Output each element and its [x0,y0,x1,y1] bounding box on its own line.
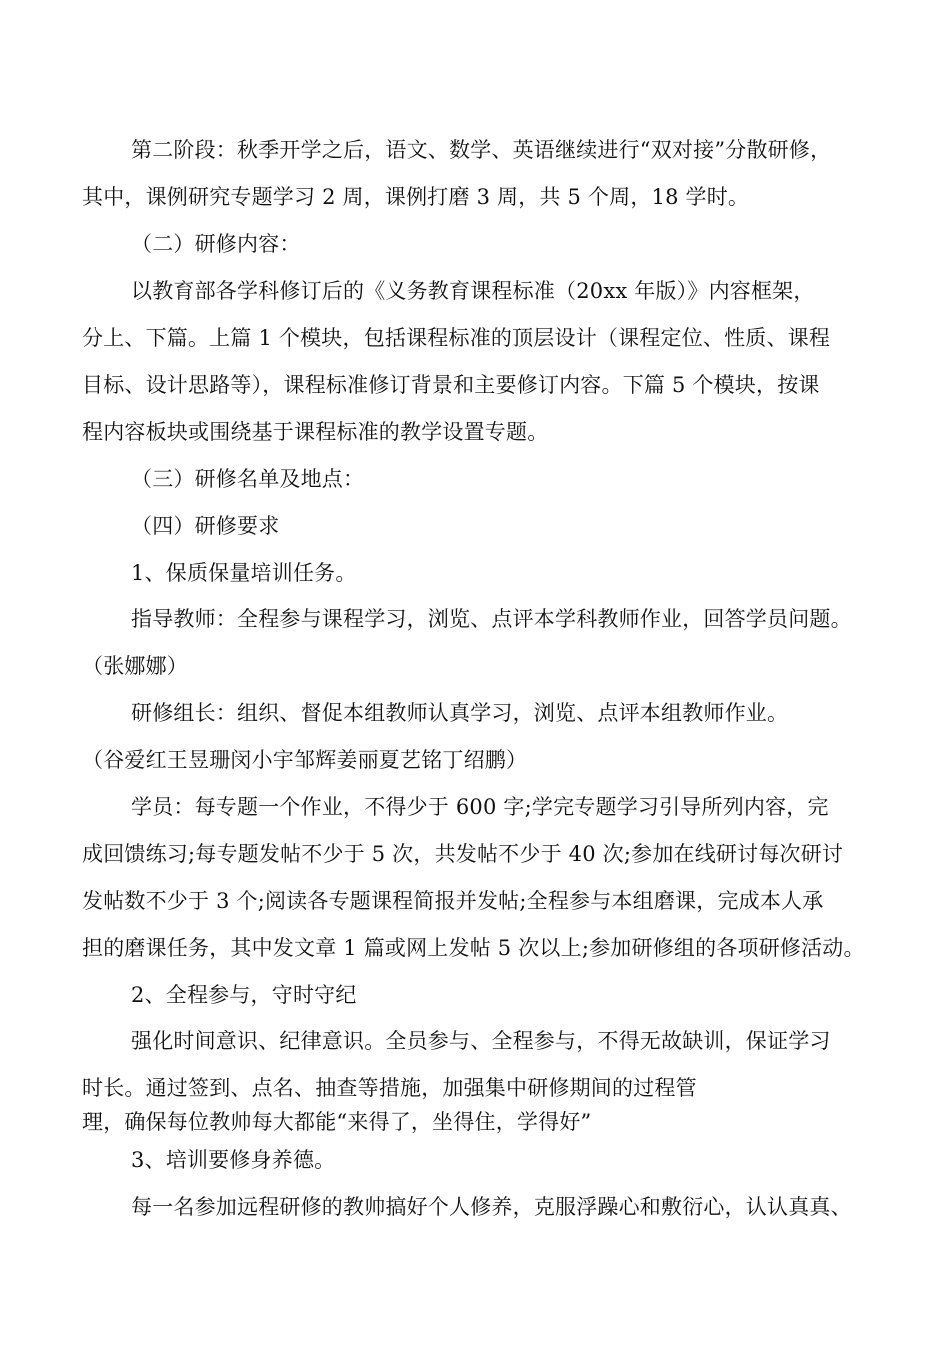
paragraph-line: 程内容板块或围绕基于课程标准的教学设置专题。 [82,420,549,444]
section-heading: （三）研修名单及地点： [131,467,365,491]
section-heading: （二）研修内容： [131,232,301,256]
paragraph-line: 担的磨课任务，其中发文章 1 篇或网上发帖 5 次以上;参加研修组的各项研修活动。 [82,936,865,960]
paragraph-line: 分上、下篇。上篇 1 个模块，包括课程标准的顶层设计（课程定位、性质、课程 [82,326,831,350]
paragraph-line: （张娜娜） [82,654,188,678]
subsection-heading: 1、保质保量培训任务。 [131,561,357,585]
paragraph-line: 其中，课例研究专题学习 2 周，课例打磨 3 周，共 5 个周，18 学时。 [82,185,750,209]
paragraph-line: 强化时间意识、纪律意识。全员参与、全程参与，不得无故缺训，保证学习 [131,1029,831,1053]
paragraph-line: 以教育部各学科修订后的《义务教育课程标准（20xx 年版）》内容框架， [131,279,815,303]
section-heading: （四）研修要求 [131,514,280,538]
paragraph-line: 指导教师：全程参与课程学习，浏览、点评本学科教师作业，回答学员问题。 [131,607,852,631]
paragraph-line: 目标、设计思路等），课程标准修订背景和主要修订内容。下篇 5 个模块，按课 [82,373,820,397]
paragraph-line: （谷爱红王昱珊闵小宇邹辉姜丽夏艺铭丁绍鹏） [82,748,528,772]
paragraph-line: 成回馈练习;每专题发帖不少于 5 次，共发帖不少于 40 次;参加在线研讨每次研讨 [82,842,844,866]
subsection-heading: 2、全程参与，守时守纪 [131,983,357,1007]
paragraph-line: 学员：每专题一个作业，不得少于 600 字;学完专题学习引导所列内容，完 [131,795,829,819]
subsection-heading: 3、培训要修身养德。 [131,1148,336,1172]
paragraph-line: 发帖数不少于 3 个;阅读各专题课程简报并发帖;全程参与本组磨课，完成本人承 [82,889,824,913]
paragraph-line: 每一名参加远程研修的教帅搞好个人修养，克服浮躁心和敷衍心，认认真真、 [131,1195,852,1219]
paragraph-line: 时长。通过签到、点名、抽查等措施，加强集中研修期间的过程管 [82,1076,697,1100]
paragraph-line: 第二阶段：秋季开学之后，语文、数学、英语继续进行“双对接”分散研修， [131,138,832,162]
paragraph-line: 研修组长：组织、督促本组教师认真学习，浏览、点评本组教师作业。 [131,701,789,725]
paragraph-line: 理，确保每位教帅每大都能“来得了，坐得住，学得好” [82,1110,592,1134]
